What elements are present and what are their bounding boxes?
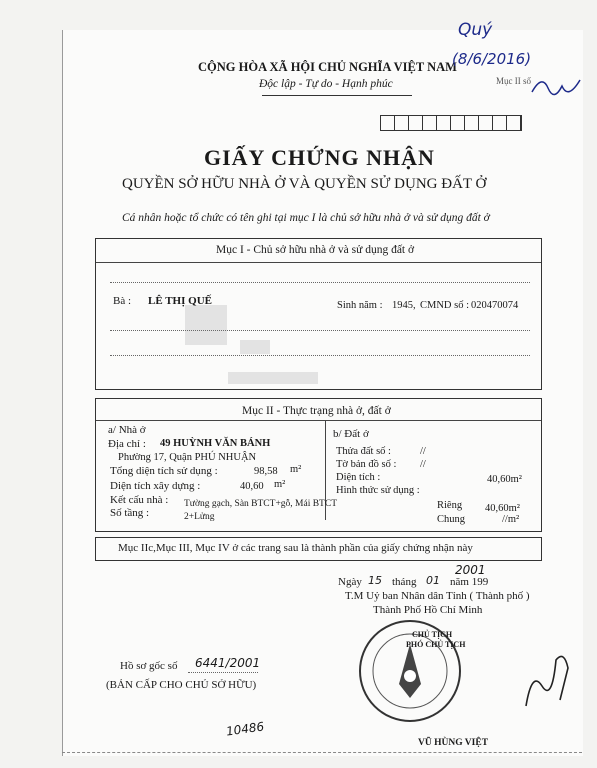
build-area-unit: m²: [274, 479, 286, 490]
section-1-box: [95, 238, 542, 390]
section-2-divider: [96, 420, 541, 421]
cmnd-label: CMND số :: [420, 300, 470, 311]
dotted-line: [110, 282, 530, 283]
map-value: //: [420, 459, 426, 470]
owner-name: LÊ THỊ QUẾ: [148, 295, 212, 307]
map-label: Tờ bản đồ số :: [336, 459, 397, 470]
address-label: Địa chỉ :: [108, 438, 146, 450]
page-bottom-edge: [62, 752, 582, 753]
dotted-line: [110, 330, 530, 331]
build-area-label: Diện tích xây dựng :: [110, 480, 201, 492]
structure: Tường gạch, Sàn BTCT+gỗ, Mái BTCT: [184, 499, 338, 509]
label-ba: Bà :: [113, 295, 132, 307]
land-area-label: Diện tích :: [336, 472, 381, 483]
total-area-unit: m²: [290, 464, 302, 475]
serial-number-box: [380, 115, 522, 131]
private-value: 40,60m²: [485, 503, 520, 514]
certificate-page: [62, 30, 583, 756]
note-text: Mục IIc,Mục III, Mục IV ở các trang sau là thành phần của giấy chứng nhận này: [118, 542, 473, 554]
build-area: 40,60: [240, 481, 264, 492]
handwritten-number: 10486: [225, 719, 265, 739]
land-label: b/ Đất ở: [333, 428, 369, 440]
address: 49 HUỲNH VĂN BÁNH: [160, 438, 271, 449]
muc2-label: Mục II số: [496, 76, 531, 86]
handwritten-date: (8/6/2016): [452, 50, 532, 68]
usage-label: Hình thức sử dụng :: [336, 485, 420, 496]
republic-header: CỘNG HÒA XÃ HỘI CHỦ NGHĨA VIỆT NAM: [198, 60, 457, 74]
certificate-title: GIẤY CHỨNG NHẬN: [204, 145, 435, 170]
land-area: 40,60m²: [487, 474, 522, 485]
city: Thành Phố Hồ Chí Minh: [373, 604, 483, 616]
corner-signature: [528, 70, 588, 110]
seal-role-2: PHÓ CHỦ TỊCH: [406, 640, 466, 649]
motto: Độc lập - Tự do - Hạnh phúc: [259, 78, 393, 90]
motto-underline: [262, 95, 412, 96]
official-signature: [520, 640, 575, 715]
birth-label: Sinh năm :: [337, 300, 383, 311]
common-label: Chung: [437, 514, 466, 525]
signer-name: VŨ HÙNG VIỆT: [418, 738, 489, 748]
faded-stamp: [185, 305, 227, 345]
section-1-heading: Mục I - Chủ sở hữu nhà ở và sử dụng đất ở: [216, 244, 415, 256]
total-area: 98,58: [254, 466, 278, 477]
handwritten-year: 2001: [455, 563, 486, 577]
year-label: năm 199: [450, 576, 489, 588]
faded-stamp: [240, 340, 270, 354]
seal-role: CHỦ TỊCH: [412, 630, 453, 639]
plot-value: //: [420, 446, 426, 457]
section-1-divider: [96, 262, 541, 263]
total-area-label: Tổng diện tích sử dụng :: [110, 465, 218, 477]
birth-year: 1945,: [392, 300, 416, 311]
ward: Phường 17, Quận PHÚ NHUẬN: [118, 452, 257, 463]
structure-label: Kết cấu nhà :: [110, 494, 169, 506]
file-number: 6441/2001: [195, 656, 261, 670]
dotted-line: [110, 355, 530, 356]
intro-text: Cá nhân hoặc tổ chức có tên ghi tại mục I là chủ sở hữu nhà ở và sử dụng đất ở: [122, 212, 490, 224]
common-value: //m²: [502, 514, 520, 525]
cmnd-number: 020470074: [471, 300, 519, 311]
file-label: Hồ sơ gốc số: [120, 660, 178, 672]
private-label: Riêng: [437, 500, 463, 511]
date-day: 15: [368, 574, 382, 587]
copy-note: (BẢN CẤP CHO CHỦ SỞ HỮU): [106, 679, 257, 691]
date-prefix: Ngày: [338, 576, 362, 588]
date-month: 01: [426, 574, 440, 587]
plot-label: Thửa đất số :: [336, 446, 391, 457]
floors-label: Số tầng :: [110, 507, 150, 519]
faded-stamp: [228, 372, 318, 384]
section-2-heading: Mục II - Thực trạng nhà ở, đất ở: [242, 405, 391, 417]
handwritten-name: Quý: [458, 20, 493, 40]
authority: T.M Uỷ ban Nhân dân Tỉnh ( Thành phố ): [345, 590, 530, 602]
month-label: tháng: [392, 576, 417, 588]
house-label: a/ Nhà ở: [108, 424, 146, 436]
file-number-line: [188, 672, 258, 673]
certificate-subtitle: QUYỀN SỞ HỮU NHÀ Ở VÀ QUYỀN SỬ DỤNG ĐẤT Ở: [122, 176, 487, 192]
floors: 2+Lửng: [184, 512, 215, 522]
